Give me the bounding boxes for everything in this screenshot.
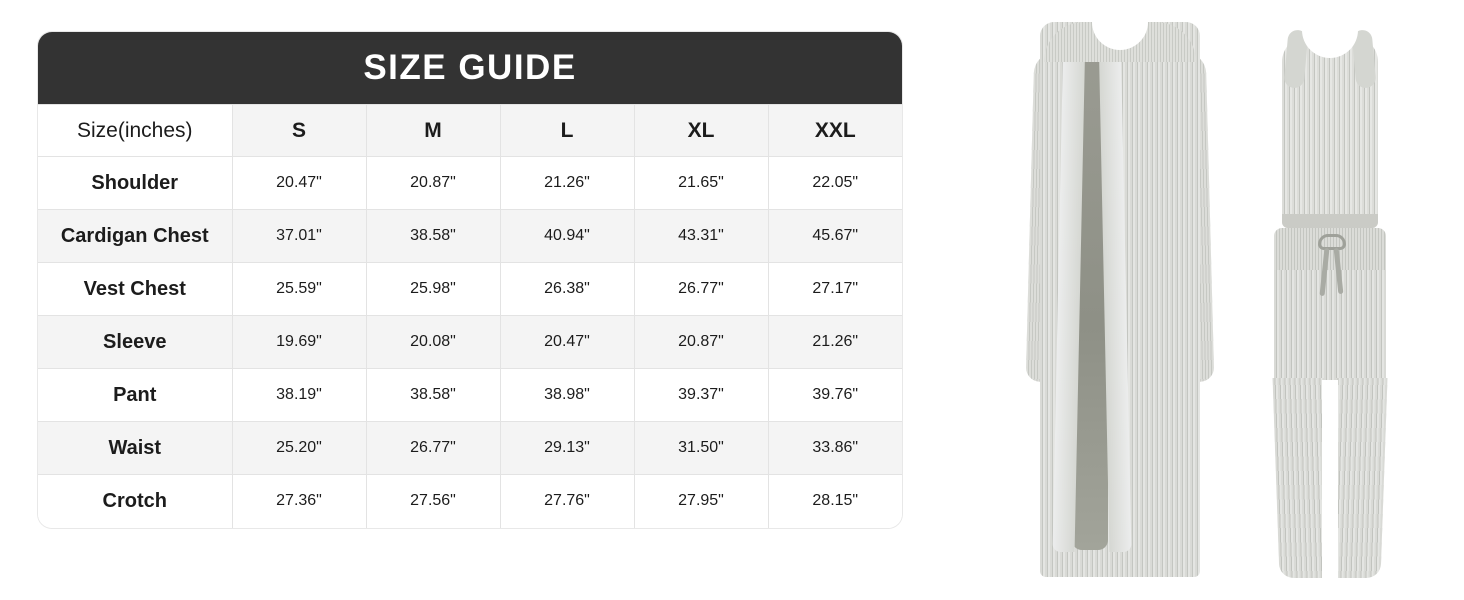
- cell-value: 25.98": [366, 263, 500, 316]
- size-guide-header: [38, 32, 902, 104]
- cell-value: 20.87": [366, 157, 500, 210]
- pants-drawstring: [1310, 234, 1354, 298]
- table-row: [38, 210, 902, 263]
- drawstring-left-tail: [1320, 248, 1330, 296]
- cell-value: 38.98": [500, 369, 634, 422]
- row-label: Crotch: [38, 475, 232, 528]
- table-row: [38, 157, 902, 210]
- table-row: [38, 263, 902, 316]
- table-header-row: [38, 105, 902, 157]
- product-images: [960, 0, 1460, 600]
- cell-value: 20.47": [232, 157, 366, 210]
- cell-value: 27.17": [768, 263, 902, 316]
- row-label: Sleeve: [38, 316, 232, 369]
- row-label: Cardigan Chest: [38, 210, 232, 263]
- cell-value: 33.86": [768, 422, 902, 475]
- cell-value: 22.05": [768, 157, 902, 210]
- row-label: Vest Chest: [38, 263, 232, 316]
- table-row: [38, 316, 902, 369]
- size-table: [38, 104, 902, 528]
- pants-crotch-gap: [1322, 380, 1338, 578]
- column-header-size-label: Size(inches): [38, 105, 232, 157]
- cell-value: 25.20": [232, 422, 366, 475]
- row-label: Pant: [38, 369, 232, 422]
- cell-value: 38.58": [366, 210, 500, 263]
- cardigan-image: [1000, 22, 1240, 582]
- cell-value: 39.76": [768, 369, 902, 422]
- cell-value: 38.58": [366, 369, 500, 422]
- cell-value: 28.15": [768, 475, 902, 528]
- cell-value: 21.65": [634, 157, 768, 210]
- column-header-m: M: [366, 105, 500, 157]
- column-header-xxl: XXL: [768, 105, 902, 157]
- column-header-xl: XL: [634, 105, 768, 157]
- vest-hem: [1282, 214, 1378, 228]
- drawstring-bow: [1318, 234, 1346, 250]
- cell-value: 21.26": [500, 157, 634, 210]
- pants-image: [1250, 228, 1410, 578]
- cell-value: 21.26": [768, 316, 902, 369]
- cell-value: 27.56": [366, 475, 500, 528]
- column-header-l: L: [500, 105, 634, 157]
- cell-value: 20.47": [500, 316, 634, 369]
- size-guide-title: SIZE GUIDE: [363, 48, 577, 87]
- cell-value: 37.01": [232, 210, 366, 263]
- cell-value: 19.69": [232, 316, 366, 369]
- cell-value: 45.67": [768, 210, 902, 263]
- cell-value: 40.94": [500, 210, 634, 263]
- cell-value: 29.13": [500, 422, 634, 475]
- cell-value: 39.37": [634, 369, 768, 422]
- cell-value: 26.38": [500, 263, 634, 316]
- cell-value: 25.59": [232, 263, 366, 316]
- row-label: Shoulder: [38, 157, 232, 210]
- cell-value: 27.76": [500, 475, 634, 528]
- table-row: [38, 475, 902, 528]
- column-header-s: S: [232, 105, 366, 157]
- drawstring-right-tail: [1334, 248, 1344, 294]
- cell-value: 31.50": [634, 422, 768, 475]
- size-guide-card: [38, 32, 902, 528]
- cell-value: 26.77": [634, 263, 768, 316]
- cell-value: 43.31": [634, 210, 768, 263]
- table-row: [38, 369, 902, 422]
- cell-value: 27.95": [634, 475, 768, 528]
- cell-value: 20.08": [366, 316, 500, 369]
- cell-value: 20.87": [634, 316, 768, 369]
- cell-value: 38.19": [232, 369, 366, 422]
- table-row: [38, 422, 902, 475]
- row-label: Waist: [38, 422, 232, 475]
- cell-value: 27.36": [232, 475, 366, 528]
- cell-value: 26.77": [366, 422, 500, 475]
- vest-image: [1260, 28, 1400, 233]
